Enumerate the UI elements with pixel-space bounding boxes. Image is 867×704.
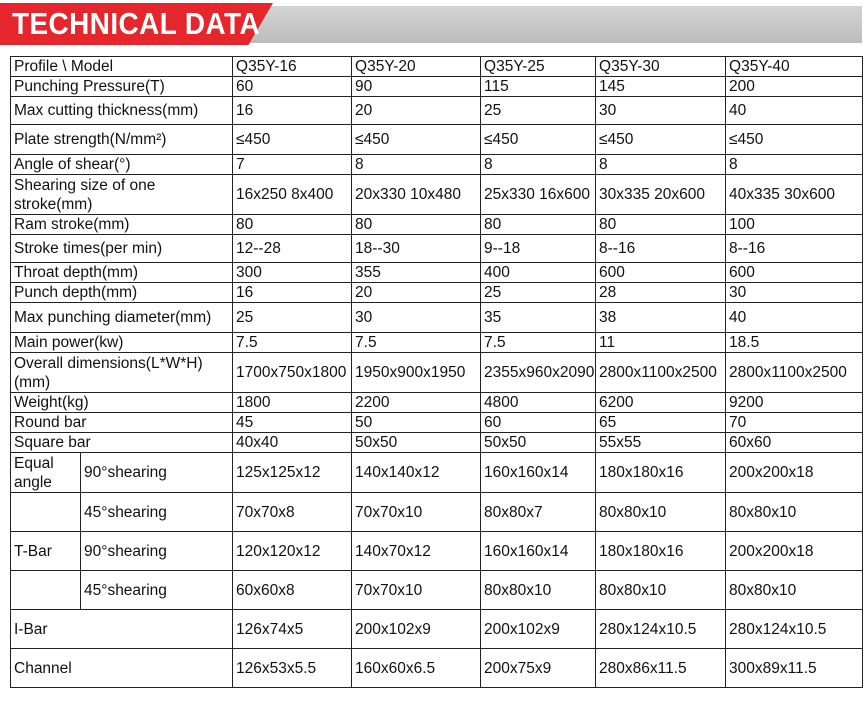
cell: 200x102x9 xyxy=(352,610,481,649)
cell: 8--16 xyxy=(726,235,863,263)
table-row xyxy=(11,97,863,125)
cell: 80 xyxy=(352,215,481,235)
row-label: Angle of shear(°) xyxy=(11,155,233,175)
cell: 300x89x11.5 xyxy=(726,649,863,688)
cell: 20x330 10x480 xyxy=(352,175,481,215)
table-row xyxy=(11,610,863,649)
cell: 30 xyxy=(726,283,863,303)
cell: 40 xyxy=(726,303,863,333)
cell: 200x200x18 xyxy=(726,532,863,571)
cell: 20 xyxy=(352,97,481,125)
row-label: T-Bar xyxy=(11,532,81,571)
cell: 300 xyxy=(233,263,352,283)
table-row xyxy=(11,155,863,175)
cell: 55x55 xyxy=(596,433,726,453)
cell: 160x60x6.5 xyxy=(352,649,481,688)
cell: 25 xyxy=(481,97,596,125)
cell: 80 xyxy=(233,215,352,235)
cell: 80 xyxy=(481,215,596,235)
cell: 70x70x10 xyxy=(352,493,481,532)
cell: 600 xyxy=(726,263,863,283)
cell: 20 xyxy=(352,283,481,303)
cell: 8 xyxy=(352,155,481,175)
cell: 9200 xyxy=(726,393,863,413)
cell: 40x40 xyxy=(233,433,352,453)
cell: 25 xyxy=(233,303,352,333)
cell: 11 xyxy=(596,333,726,353)
cell: 80x80x10 xyxy=(726,493,863,532)
cell: 126x74x5 xyxy=(233,610,352,649)
cell: 80x80x10 xyxy=(596,571,726,610)
cell: 25x330 16x600 xyxy=(481,175,596,215)
cell: 145 xyxy=(596,77,726,97)
cell: 400 xyxy=(481,263,596,283)
table-row xyxy=(11,571,863,610)
cell: 7.5 xyxy=(233,333,352,353)
cell: 355 xyxy=(352,263,481,283)
header-row xyxy=(11,57,863,77)
cell: 16 xyxy=(233,283,352,303)
cell: 60x60 xyxy=(726,433,863,453)
cell: 140x70x12 xyxy=(352,532,481,571)
header-model: Q35Y-40 xyxy=(726,57,863,77)
cell: 45 xyxy=(233,413,352,433)
table-row xyxy=(11,433,863,453)
row-label: Ram stroke(mm) xyxy=(11,215,233,235)
header-model: Q35Y-30 xyxy=(596,57,726,77)
cell: 70 xyxy=(726,413,863,433)
cell: 50 xyxy=(352,413,481,433)
cell: ≤450 xyxy=(481,125,596,155)
table-row xyxy=(11,235,863,263)
cell: 9--18 xyxy=(481,235,596,263)
cell: 115 xyxy=(481,77,596,97)
cell: 120x120x12 xyxy=(233,532,352,571)
cell: 80 xyxy=(596,215,726,235)
cell: 2355x960x2090 xyxy=(481,353,596,393)
cell: 30 xyxy=(352,303,481,333)
row-label: Round bar xyxy=(11,413,233,433)
cell: 16x250 8x400 xyxy=(233,175,352,215)
cell: 140x140x12 xyxy=(352,453,481,493)
cell: 40x335 30x600 xyxy=(726,175,863,215)
cell: ≤450 xyxy=(726,125,863,155)
table-row xyxy=(11,413,863,433)
row-label: Punching Pressure(T) xyxy=(11,77,233,97)
row-sublabel: 45°shearing xyxy=(81,493,233,532)
cell: 30 xyxy=(596,97,726,125)
row-label: Square bar xyxy=(11,433,233,453)
cell: 280x124x10.5 xyxy=(596,610,726,649)
table-row xyxy=(11,175,863,215)
row-label: Equal angle xyxy=(11,453,81,493)
cell: 70x70x8 xyxy=(233,493,352,532)
row-sublabel: 90°shearing xyxy=(81,532,233,571)
cell: 100 xyxy=(726,215,863,235)
cell: 1800 xyxy=(233,393,352,413)
cell: 80x80x7 xyxy=(481,493,596,532)
cell: 12--28 xyxy=(233,235,352,263)
cell: 2200 xyxy=(352,393,481,413)
row-sublabel: 90°shearing xyxy=(81,453,233,493)
row-label: Overall dimensions(L*W*H)(mm) xyxy=(11,353,233,393)
empty-cell xyxy=(11,493,81,532)
table-row xyxy=(11,263,863,283)
cell: 200x75x9 xyxy=(481,649,596,688)
cell: 50x50 xyxy=(352,433,481,453)
cell: ≤450 xyxy=(352,125,481,155)
cell: 65 xyxy=(596,413,726,433)
table-row xyxy=(11,283,863,303)
header-model: Q35Y-16 xyxy=(233,57,352,77)
cell: 60x60x8 xyxy=(233,571,352,610)
empty-cell xyxy=(11,571,81,610)
cell: 80x80x10 xyxy=(596,493,726,532)
page-title: TECHNICAL DATA xyxy=(12,6,261,41)
cell: 180x180x16 xyxy=(596,532,726,571)
cell: 18.5 xyxy=(726,333,863,353)
table-row xyxy=(11,493,863,532)
cell: 90 xyxy=(352,77,481,97)
row-label: Punch depth(mm) xyxy=(11,283,233,303)
cell: 160x160x14 xyxy=(481,532,596,571)
table-row xyxy=(11,393,863,413)
header-model: Q35Y-20 xyxy=(352,57,481,77)
cell: 200x102x9 xyxy=(481,610,596,649)
cell: 28 xyxy=(596,283,726,303)
cell: 7.5 xyxy=(352,333,481,353)
cell: 4800 xyxy=(481,393,596,413)
cell: 80x80x10 xyxy=(726,571,863,610)
cell: 40 xyxy=(726,97,863,125)
row-label: I-Bar xyxy=(11,610,233,649)
cell: 50x50 xyxy=(481,433,596,453)
cell: 30x335 20x600 xyxy=(596,175,726,215)
table-row xyxy=(11,125,863,155)
cell: 38 xyxy=(596,303,726,333)
cell: 25 xyxy=(481,283,596,303)
cell: 2800x1100x2500 xyxy=(726,353,863,393)
table-row xyxy=(11,353,863,393)
cell: ≤450 xyxy=(596,125,726,155)
cell: 70x70x10 xyxy=(352,571,481,610)
cell: 7 xyxy=(233,155,352,175)
row-label: Shearing size of one stroke(mm) xyxy=(11,175,233,215)
cell: 200 xyxy=(726,77,863,97)
row-label: Max punching diameter(mm) xyxy=(11,303,233,333)
row-label: Plate strength(N/mm²) xyxy=(11,125,233,155)
cell: 60 xyxy=(481,413,596,433)
cell: 180x180x16 xyxy=(596,453,726,493)
cell: 7.5 xyxy=(481,333,596,353)
table-row xyxy=(11,453,863,493)
table-row xyxy=(11,532,863,571)
cell: 1950x900x1950 xyxy=(352,353,481,393)
row-label: Main power(kw) xyxy=(11,333,233,353)
row-label: Max cutting thickness(mm) xyxy=(11,97,233,125)
cell: 125x125x12 xyxy=(233,453,352,493)
technical-data-table xyxy=(10,56,863,688)
cell: 280x124x10.5 xyxy=(726,610,863,649)
cell: 8 xyxy=(481,155,596,175)
header-profile-model: Profile \ Model xyxy=(11,57,233,77)
row-label: Throat depth(mm) xyxy=(11,263,233,283)
cell: 6200 xyxy=(596,393,726,413)
cell: 18--30 xyxy=(352,235,481,263)
header-model: Q35Y-25 xyxy=(481,57,596,77)
cell: 160x160x14 xyxy=(481,453,596,493)
table-row xyxy=(11,303,863,333)
cell: 600 xyxy=(596,263,726,283)
row-label: Weight(kg) xyxy=(11,393,233,413)
table-row xyxy=(11,333,863,353)
table-row xyxy=(11,77,863,97)
row-sublabel: 45°shearing xyxy=(81,571,233,610)
cell: 2800x1100x2500 xyxy=(596,353,726,393)
title-banner xyxy=(0,0,867,50)
cell: 16 xyxy=(233,97,352,125)
cell: 280x86x11.5 xyxy=(596,649,726,688)
cell: 80x80x10 xyxy=(481,571,596,610)
cell: 60 xyxy=(233,77,352,97)
cell: 8 xyxy=(596,155,726,175)
table-row xyxy=(11,649,863,688)
cell: 8 xyxy=(726,155,863,175)
cell: 126x53x5.5 xyxy=(233,649,352,688)
cell: 200x200x18 xyxy=(726,453,863,493)
row-label: Channel xyxy=(11,649,233,688)
row-label: Stroke times(per min) xyxy=(11,235,233,263)
cell: 35 xyxy=(481,303,596,333)
cell: 1700x750x1800 xyxy=(233,353,352,393)
cell: ≤450 xyxy=(233,125,352,155)
cell: 8--16 xyxy=(596,235,726,263)
table-row xyxy=(11,215,863,235)
